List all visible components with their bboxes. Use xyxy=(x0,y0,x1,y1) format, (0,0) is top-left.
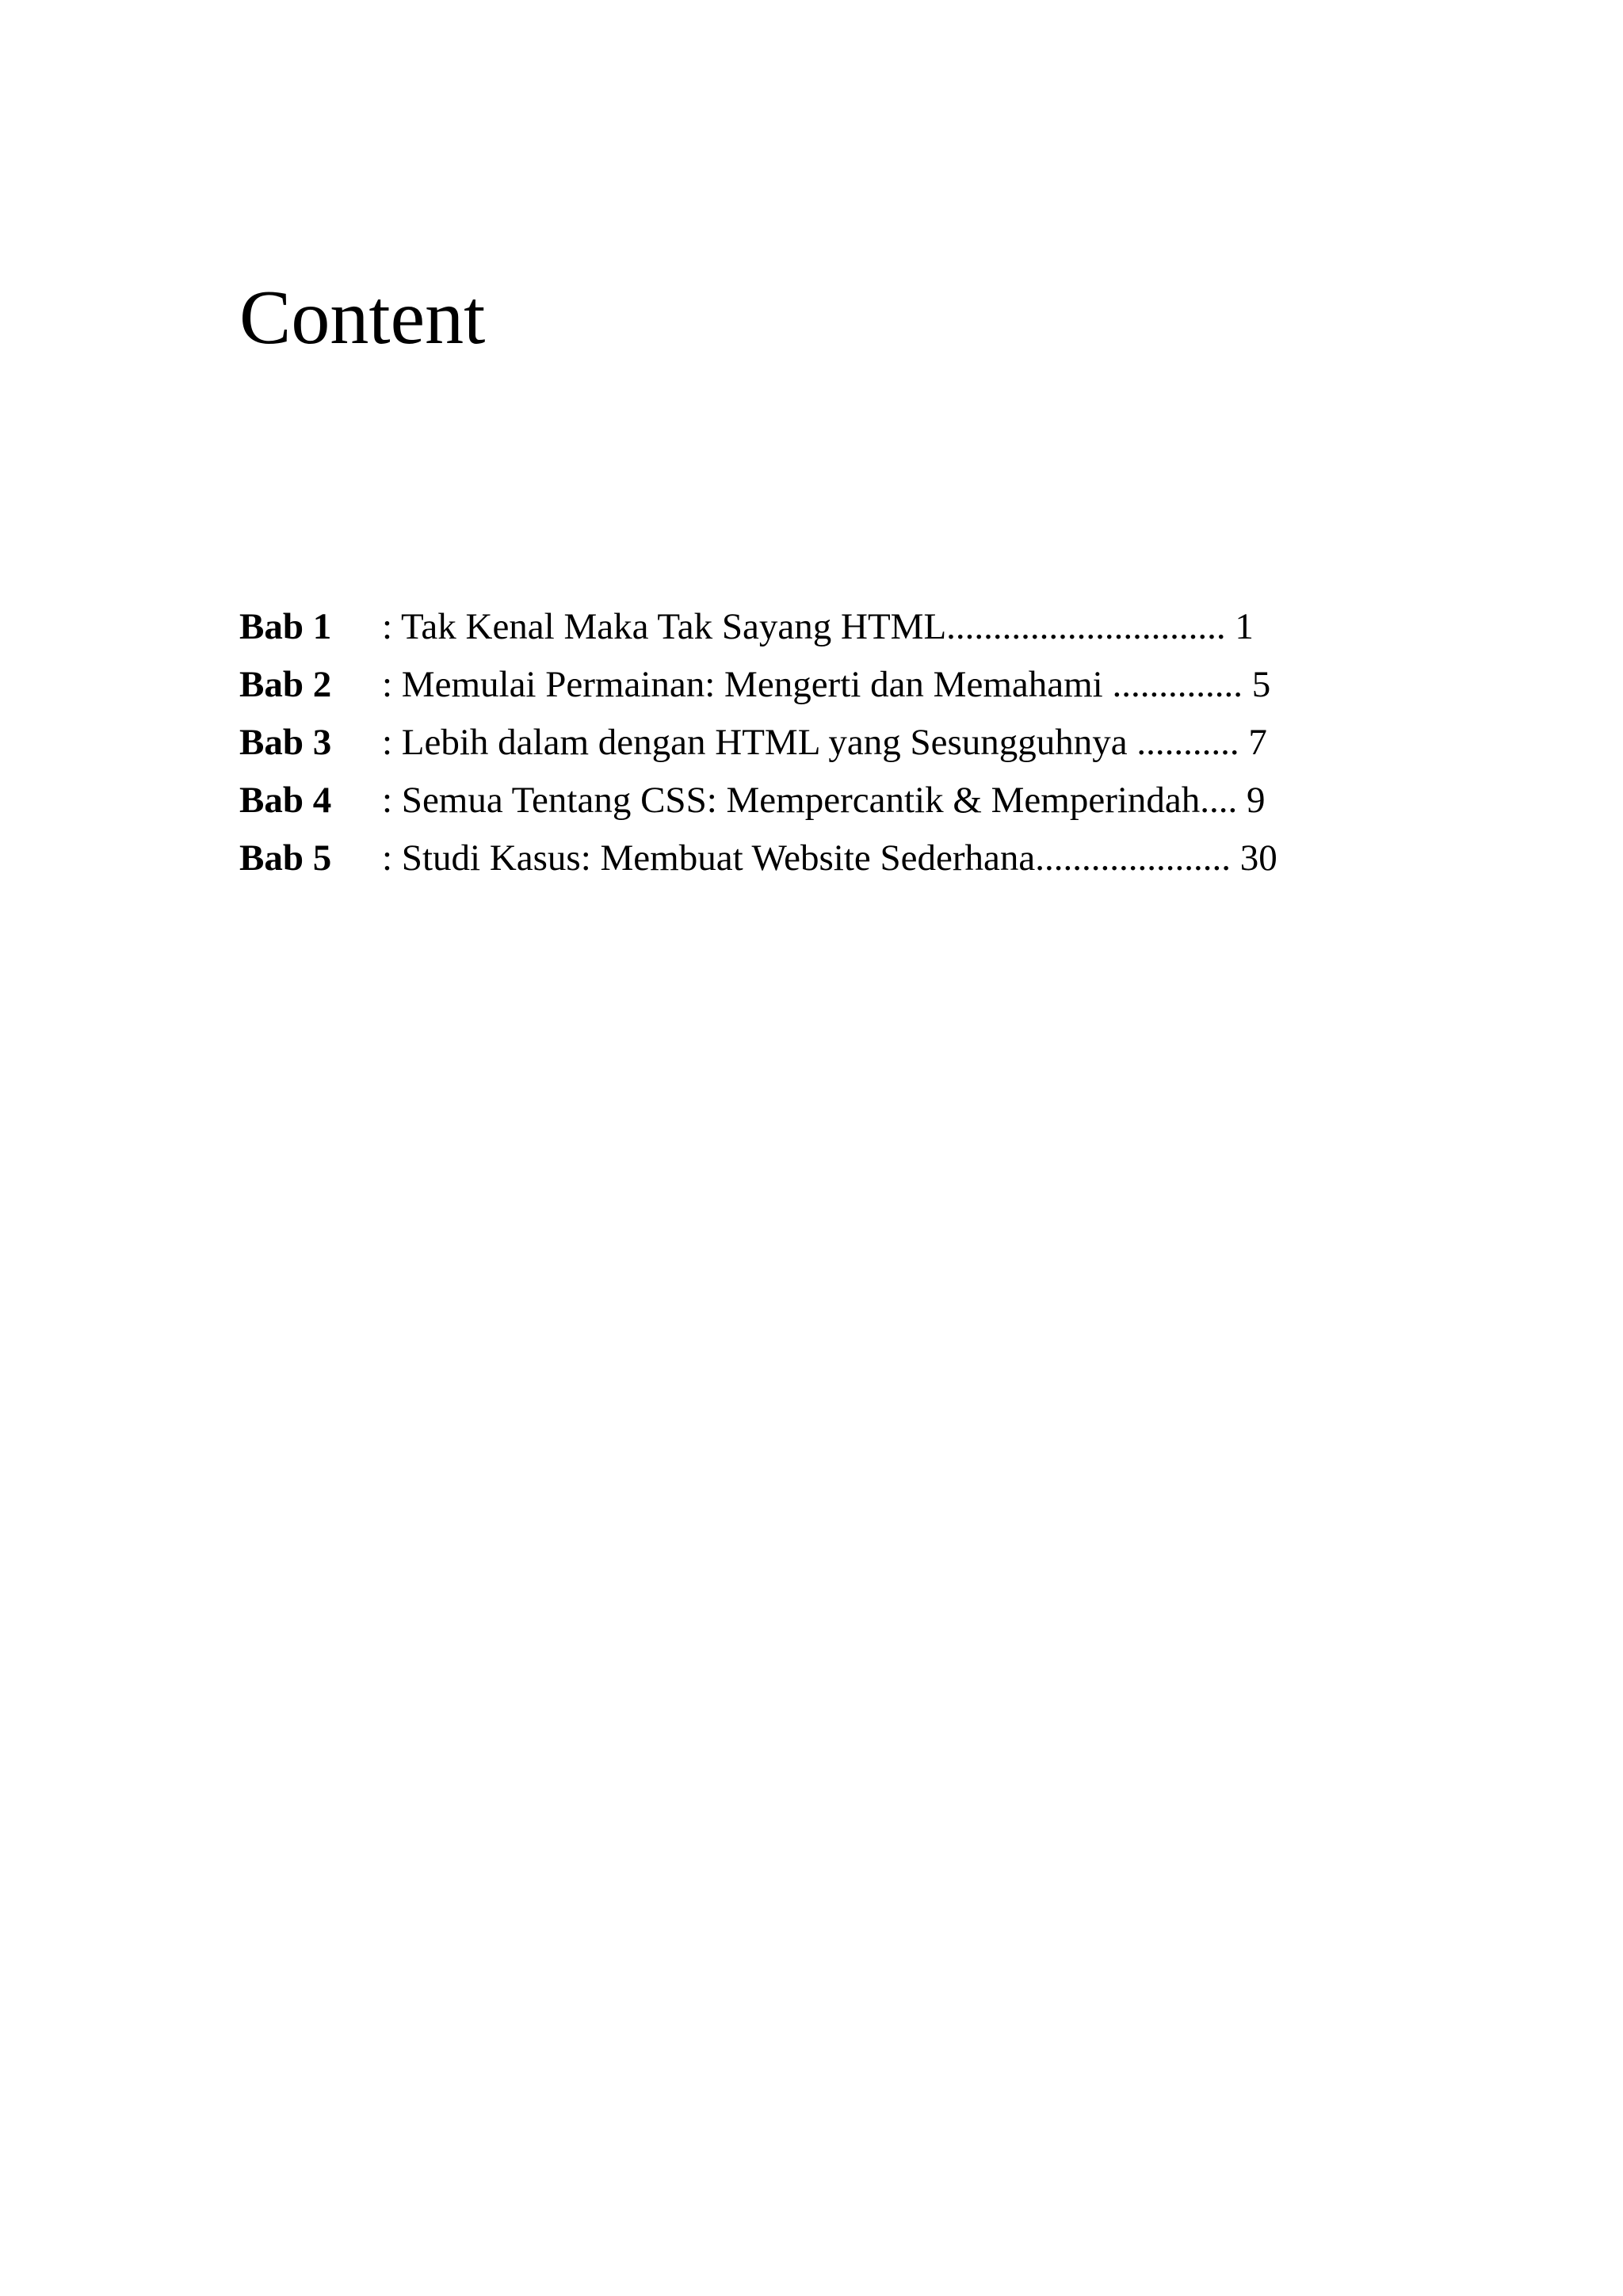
toc-chapter-title: : Semua Tentang CSS: Mempercantik & Memperindah.... 9 xyxy=(382,780,1266,821)
toc-entry xyxy=(239,714,1365,772)
toc-chapter-label: Bab 3 xyxy=(239,722,332,763)
toc-entry xyxy=(239,772,1365,830)
toc-chapter-title: : Lebih dalam dengan HTML yang Sesungguhnya ........... 7 xyxy=(382,722,1267,763)
toc-chapter-label: Bab 4 xyxy=(239,780,332,821)
toc-chapter-label: Bab 1 xyxy=(239,606,332,647)
toc-chapter-label: Bab 5 xyxy=(239,837,332,879)
toc-chapter-label: Bab 2 xyxy=(239,664,332,705)
page-title: Content xyxy=(239,275,486,360)
toc-chapter-title: : Studi Kasus: Membuat Website Sederhana..................... 30 xyxy=(382,837,1277,879)
toc-chapter-title: : Memulai Permainan: Mengerti dan Memahami .............. 5 xyxy=(382,664,1271,705)
toc-entry xyxy=(239,830,1365,887)
toc-entry xyxy=(239,598,1365,656)
table-of-contents xyxy=(239,598,1365,887)
toc-chapter-title: : Tak Kenal Maka Tak Sayang HTML.............................. 1 xyxy=(382,606,1254,647)
toc-entry xyxy=(239,656,1365,714)
